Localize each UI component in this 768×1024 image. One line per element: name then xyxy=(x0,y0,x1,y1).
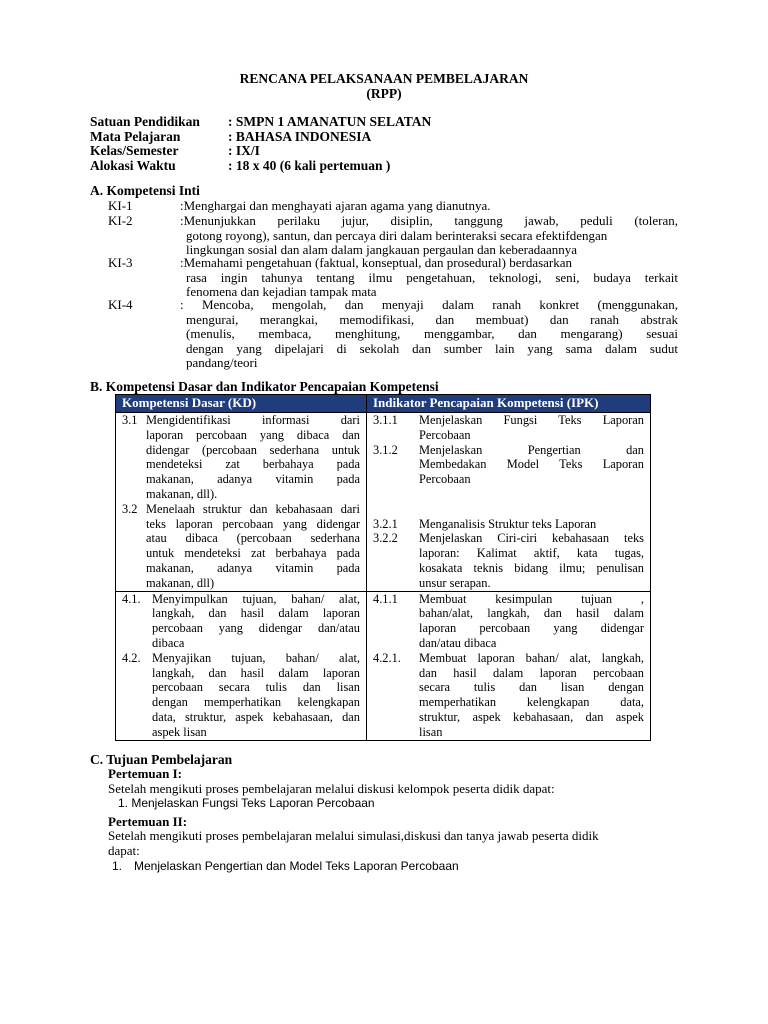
info-row: Mata Pelajaran : BAHASA INDONESIA xyxy=(90,128,372,144)
meeting-1-item: 1. Menjelaskan Fungsi Teks Laporan Percobaan xyxy=(118,796,375,811)
ipk-item: 4.1.1 Membuat kesimpulan tujuan , bahan/alat, langkah, dan hasil dalam laporan percobaan yang didengar dan/atau dibaca xyxy=(373,591,644,650)
meeting-1-heading: Pertemuan I: xyxy=(108,766,183,781)
kd-ipk-table xyxy=(115,394,651,741)
doc-title: RENCANA PELAKSANAAN PEMBELAJARAN xyxy=(239,71,529,86)
kd-cell xyxy=(116,591,367,740)
doc-subtitle: (RPP) xyxy=(366,86,402,101)
meeting-1-text: Setelah mengikuti proses pembelajaran melalui diskusi kelompok peserta didik dapat: xyxy=(108,780,555,796)
table-row xyxy=(116,413,651,592)
kd-item: 4.1. Menyimpulkan tujuan, bahan/ alat, langkah, dan hasil dalam laporan percobaan yang didengar dan/atau dibaca xyxy=(122,591,360,650)
section-b-heading: B. Kompetensi Dasar dan Indikator Pencapaian Kompetensi xyxy=(90,379,439,394)
document-page: RENCANA PELAKSANAAN PEMBELAJARAN (RPP) Satuan Pendidikan : SMPN 1 AMANATUN SELATAN Mata Pelajaran : BAHASA INDONESIA Kelas/Semester : IX/I Alokasi Waktu : 18 x 40 (6 kali pertemuan ) A. Kompetensi Inti KI-1 :Menghargai dan menghayati ajaran agama yang dianutnya. KI-2 :Menunjukkan perilaku jujur, disiplin, tanggung jawab, peduli (toleran, gotong royong), santun, dan percaya diri dalam berinteraksi secara efektifdengan lingkungan sosial dan alam dalam jangkauan pergaulan dan keberadaannya KI-3 :Memahami pengetahuan (faktual, konseptual, dan prosedural) berdasarkan rasa ingin tahunya tentang ilmu pengetahuan, teknologi, seni, budaya terkait fenomena dan kejadian tampak mata KI-4 : Mencoba, mengolah, dan menyaji dalam ranah konkret (menggunakan, mengurai, merangkai, memodifikasi, dan membuat) dan ranah abstrak (menulis, membaca, menghitung, menggambar, dan mengarang) sesuai dengan yang dipelajari di sekolah dan sumber lain yang sama dalam sudut pandang/teori B. Kompetensi Dasar dan Indikator Pencapaian Kompetensi Kompetensi Dasar (KD) Indikator Pencapaian Kompetensi (IPK) 3.1 Mengidentifikasi informasi dari laporan percobaan yang dibaca dan didengar (percobaan sederhana untuk mendeteksi zat berbahaya pada makanan, adanya vitamin pada makanan, dll). 3.2 Menelaah struktur dan kebahasaan dari teks laporan percobaan yang didengar atau dibaca (percobaan sederhana untuk mendeteksi zat berbahaya pada makanan, adanya vitamin pada makanan, dll) 3.1.1 Menjelaskan Fungsi Teks Laporan Percobaan 3.1.2 Menjelaskan Pengertian dan Membedakan Model Teks Laporan Percobaan 3.2.1 Menganalisis Struktur teks Laporan 3.2.2 Menjelaskan Ciri-ciri kebahasaan teks laporan: Kalimat aktif, kata tugas, kosakata teknis bidang ilmu; penulisan unsur serapan. 4.1. Menyimpulkan tujuan, bahan/ alat, langkah, dan hasil dalam laporan percobaan yang didengar dan/atau dibaca 4.2. Menyajikan tujuan, bahan/ alat, langkah, dan hasil dalam laporan percobaan secara tulis dan lisan dengan memperhatikan kelengkapan data, struktur, aspek kebahasaan, dan aspek lisan 4.1.1 Membuat kesimpulan tujuan , bahan/alat, langkah, dan hasil dalam laporan percobaan yang didengar dan/atau dibaca 4.2.1. Membuat laporan bahan/ alat, langkah, dan hasil dalam laporan percobaan secara tulis dan lisan dengan memperhatikan kelengkapan data, struktur, aspek kebahasaan, dan aspek lisan C. Tujuan Pembelajaran Pertemuan I: Setelah mengikuti proses pembelajaran melalui diskusi kelompok peserta didik dapat: 1. Menjelaskan Fungsi Teks Laporan Percobaan Pertemuan II: Setelah mengikuti proses pembelajaran melalui simulasi,diskusi dan tanya jawab peserta didik dapat: 1. Menjelaskan Pengertian dan Model Teks Laporan Percobaan xyxy=(0,0,768,1024)
ipk-item: 3.2.1 Menganalisis Struktur teks Laporan xyxy=(373,516,597,531)
kd-item: 3.2 Menelaah struktur dan kebahasaan dari teks laporan percobaan yang didengar atau dibaca (percobaan sederhana untuk mendeteksi zat berbahaya pada makanan, adanya vitamin pada makanan, dll) xyxy=(122,501,360,590)
col-header-ipk: Indikator Pencapaian Kompetensi (IPK) xyxy=(367,395,651,413)
table-header-row xyxy=(116,395,651,413)
meeting-2-text: dapat: xyxy=(108,842,140,858)
section-c-heading: C. Tujuan Pembelajaran xyxy=(90,752,233,767)
learning-objectives xyxy=(108,767,688,873)
ipk-item: 3.1.1 Menjelaskan Fungsi Teks Laporan Percobaan xyxy=(373,413,644,442)
meeting-2-heading: Pertemuan II: xyxy=(108,813,188,829)
meeting-2-text: Setelah mengikuti proses pembelajaran melalui simulasi,diskusi dan tanya jawab peserta didik xyxy=(108,828,599,844)
ipk-item: 3.2.2 Menjelaskan Ciri-ciri kebahasaan teks laporan: Kalimat aktif, kata tugas, kosakata teknis bidang ilmu; penulisan unsur serapan. xyxy=(373,531,644,590)
info-row: Kelas/Semester : IX/I xyxy=(90,143,260,159)
ipk-cell xyxy=(367,413,651,592)
section-a-heading: A. Kompetensi Inti xyxy=(90,183,200,198)
col-header-kd: Kompetensi Dasar (KD) xyxy=(116,395,367,413)
kd-item: 3.1 Mengidentifikasi informasi dari laporan percobaan yang dibaca dan didengar (percobaan sederhana untuk mendeteksi zat berbahaya pada makanan, adanya vitamin pada makanan, dll). xyxy=(122,413,360,501)
ipk-cell xyxy=(367,591,651,740)
identity-block xyxy=(90,115,431,173)
kd-cell xyxy=(116,413,367,592)
meeting-2-item: 1. Menjelaskan Pengertian dan Model Teks Laporan Percobaan xyxy=(112,858,459,873)
table-row xyxy=(116,591,651,740)
ipk-item: 3.1.2 Menjelaskan Pengertian dan Membedakan Model Teks Laporan Percobaan xyxy=(373,442,644,487)
kd-item: 4.2. Menyajikan tujuan, bahan/ alat, langkah, dan hasil dalam laporan percobaan secara tulis dan lisan dengan memperhatikan kelengkapan data, struktur, aspek kebahasaan, dan aspek lisan xyxy=(122,650,360,739)
info-row: Satuan Pendidikan : SMPN 1 AMANATUN SELATAN xyxy=(90,114,432,129)
ipk-item: 4.2.1. Membuat laporan bahan/ alat, langkah, dan hasil dalam laporan percobaan secara tulis dan lisan dengan memperhatikan kelengkapan data, struktur, aspek kebahasaan, dan aspek lisan xyxy=(373,650,644,739)
info-row: Alokasi Waktu : 18 x 40 (6 kali pertemuan ) xyxy=(90,157,391,173)
